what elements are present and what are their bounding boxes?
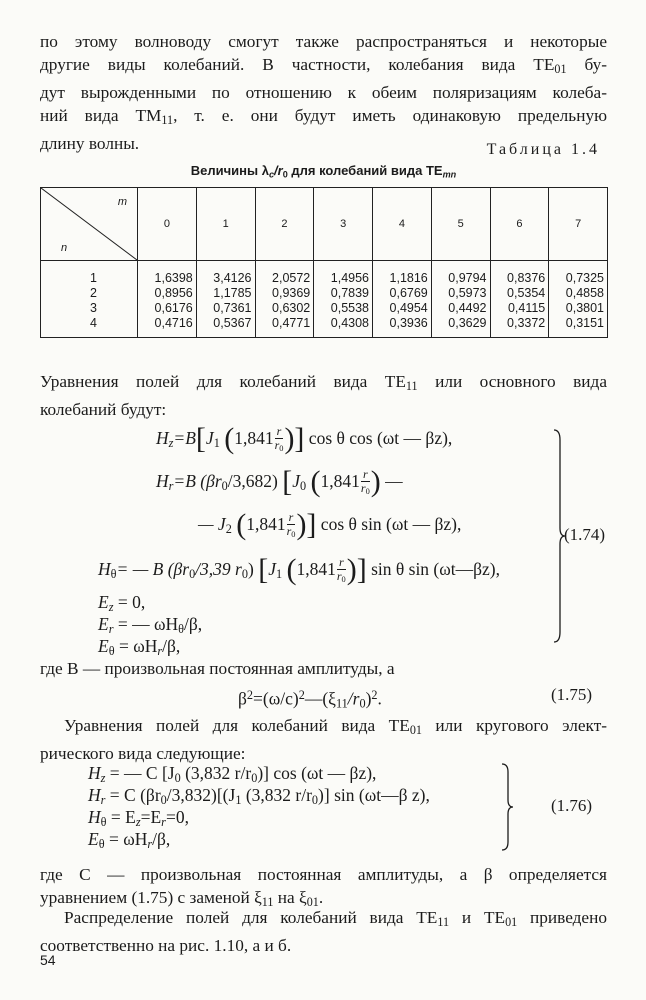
table-cell: 0,3151 [565,316,604,330]
distribution-paragraph [40,906,607,957]
eq176-hr: $H_r = C$ $(\beta r_0/3,832)[(J_1$ (3,832 $r/r_0$)] sin (ωt—β z), [88,785,430,808]
table-cell: 0,8376 [507,271,546,285]
table-header-m-7: 7 [549,188,608,261]
table-cell: 0,3629 [448,316,487,330]
eq-176-brace-icon [500,762,514,852]
table-cell: 0,7839 [330,286,369,300]
eq-175-number: (1.75) [551,685,593,704]
table-column-m-5 [431,261,490,338]
table-column-m-2 [255,261,314,338]
intro-paragraph [40,30,607,155]
eq-hr: $H_r=B$ $(\beta r_0/3,682)$ [$J_0$ (1,841 $\frac{r}{r_0}$ ) — [156,465,403,499]
table-n-column [41,261,138,338]
eq-ez: $E_z = 0$, [98,592,146,615]
table-cell: 0,4115 [507,301,546,315]
table-cell: 0,5354 [507,286,546,300]
table-cell: 1,4956 [330,271,369,285]
eq176-htheta: $H_\theta = E_z=E_r=0$, [88,807,189,830]
table-cell: 2,0572 [272,271,311,285]
table-corner-cell [41,188,138,261]
table-n-value: 4 [90,316,97,330]
table-cell: 0,5367 [213,316,252,330]
eq-hr-continued: — $J_2$ (1,841 $\frac{r}{r_0}$ )] cos θ sin (ωt — βz), [198,508,462,542]
table-header-m-5: 5 [431,188,490,261]
table-column-m-4 [373,261,432,338]
table-cell: 0,6769 [389,286,428,300]
table-cell: 0,4308 [330,316,369,330]
table-header-m-3: 3 [314,188,373,261]
table-column-m-7 [549,261,608,338]
table-header-m-2: 2 [255,188,314,261]
fields-te01-paragraph [40,714,607,765]
table-title: Величины $\lambda_c/r_0$ для колебаний вида $TE_{mn}$ [190,163,457,180]
table-cell: 0,3801 [565,301,604,315]
table-cell: 0,3372 [507,316,546,330]
table-header-row [41,188,608,261]
table-cell: 0,9794 [448,271,487,285]
table-cell: 1,1816 [389,271,428,285]
table-cell: 0,4492 [448,301,487,315]
table-column-m-0 [138,261,197,338]
intro-line-2: другие виды колебаний. В частности, колебания вида $TE_{01}$ бу- [40,55,607,77]
table-n-value: 1 [90,271,97,285]
table-column-m-3 [314,261,373,338]
eq-174-number: (1.74) [564,525,606,544]
table-cell: 0,3936 [389,316,428,330]
table-cell: 0,5973 [448,286,487,300]
para3-line-1: Уравнения полей для колебаний вида $TE_{01}$ или кругового элект- [64,716,608,738]
table-caption: Таблица 1.4 [486,141,600,158]
table-cell: 0,4716 [154,316,193,330]
intro-line-5: длину волны. [40,134,140,154]
para5-line-1: Распределение полей для колебаний вида $TE_{11}$ и $TE_{01}$ приведено [64,908,607,930]
corner-n-label: n [61,242,68,254]
intro-line-1: по этому волноводу смогут также распространяться и некоторые [40,32,607,51]
table-cell: 1,6398 [154,271,193,285]
para4-line-2: уравнением (1.75) с заменой $\xi_{11}$ на $\xi_{01}$. [40,888,324,910]
table-cell: 0,4858 [565,286,604,300]
para3-line-2: рического вида следующие: [40,744,246,764]
para2-line-1: Уравнения полей для колебаний вида $TE_{11}$ или основного вида [40,372,607,394]
table-cell: 0,9369 [272,286,311,300]
eq-er: $E_r$ = — $\omega H_\theta/\beta$, [98,614,203,637]
intro-line-3: дут вырожденными по отношению к обеим поляризациям колеба- [40,83,607,103]
eq-etheta: $E_\theta = \omega H_r/\beta$, [98,636,181,659]
table-cell: 1,1785 [213,286,252,300]
para5-line-2: соответственно на рис. 1.10, а и б. [40,936,292,956]
table-n-value: 2 [90,286,97,300]
corner-m-label: m [117,196,127,208]
fields-te11-paragraph [40,370,607,421]
table-column-m-1 [196,261,255,338]
eq176-etheta: $E_\theta = \omega H_r/\beta$, [88,829,171,852]
table-header-m-6: 6 [490,188,549,261]
table-cell: 0,6302 [272,301,311,315]
table-header-m-4: 4 [373,188,432,261]
eq176-hz: $H_z$ = — C [$J_0$ (3,832 $r/r_0$)] cos (ωt — βz), [88,763,377,786]
table-cell: 0,8956 [154,286,193,300]
eq-hz: $H_z=B[J_1$ (1,841 $\frac{r}{r_0}$ )] cos θ cos (ωt — βz), [156,422,453,456]
intro-line-4: ний вида $TM_{11}$, т. е. они будут иметь одинаковую предельную [40,106,607,128]
table-header-m-1: 1 [196,188,255,261]
table-n-value: 3 [90,301,97,315]
eq-175: $\beta^2=(\omega/c)^2—(\xi_{11}/r_0)^2$. [238,688,382,711]
table-cell: 0,7325 [565,271,604,285]
eq-176-number: (1.76) [551,796,593,815]
table-cell: 0,4954 [389,301,428,315]
table-column-m-6 [490,261,549,338]
table-cell: 0,4771 [272,316,311,330]
where-b-line [40,657,607,680]
page-number: 54 [40,952,56,968]
table-cell: 0,7361 [213,301,252,315]
values-table [40,187,608,338]
para4-line-1: где C — произвольная постоянная амплитуды, а β определяется [40,865,607,884]
table-cell: 0,5538 [330,301,369,315]
table-cell: 0,6176 [154,301,193,315]
table-cell: 3,4126 [213,271,252,285]
where-b-text: где B — произвольная постоянная амплитуды, а [40,659,395,678]
table-header-m-0: 0 [138,188,197,261]
eq-htheta: $H_\theta=$ — B ($\beta r_0/3,39$ $r_0$) [$J_1$ (1,841 $\frac{r}{r_0}$ )] sin θ sin (ωt—βz), [98,553,501,587]
table-body-row [41,261,608,338]
para2-line-2: колебаний будут: [40,400,167,420]
